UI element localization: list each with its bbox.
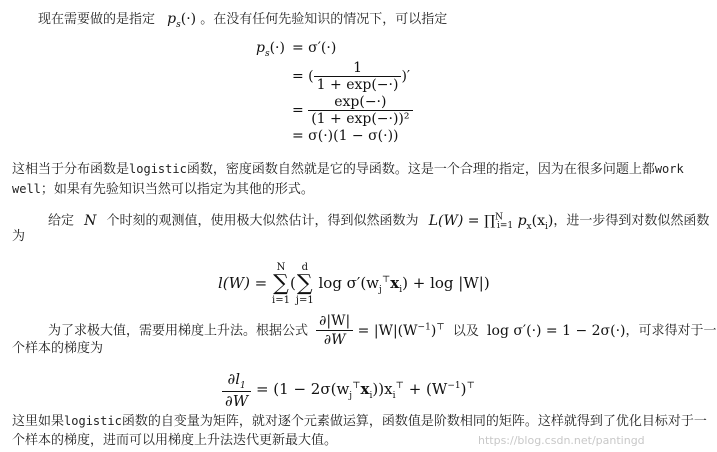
eq1-lhs: $p_s(\cdot)$ — [256, 40, 285, 59]
eq1-line4: = σ(·)(1 − σ(·)) — [292, 128, 399, 144]
para5-line1: 这里如果logistic函数的自变量为矩阵，就对逐个元素做运算，函数值是阶数相同的矩阵。这样就得到了优化目标对于一 — [12, 414, 707, 429]
det-derivative: $\frac{\partial|W|}{\partial W}$ = $|W|(W^{-1})^⊤$ — [316, 323, 445, 339]
para2-line2: well；如果有先验知识当然可以指定为其他的形式。 — [12, 182, 314, 197]
eq3: $\frac{\partial l_1}{\partial W}$ = $(1 - 2\sigma(w_j^⊤x_i))x_i^⊤ + (W^{-1})^⊤$ — [222, 370, 475, 410]
sum1: N ∑ i=1 — [272, 262, 290, 306]
likelihood-formula: L(W) = ∏$^N_{i=1}$ $p_x(x_i)$ — [428, 212, 554, 232]
sum2: d ∑ j=1 — [295, 262, 314, 306]
para5-line2: 个样本的梯度，进而可以用梯度上升法迭代更新最大值。 — [12, 433, 338, 448]
para3-line2: 为 — [12, 229, 26, 244]
watermark: https://blog.csdn.net/pantingd — [478, 434, 645, 447]
para1-after: 。在没有任何先验知识的情况下，可以指定 — [200, 12, 448, 27]
eq1-line3: = $\frac{\exp(-\cdot)}{\text{(1 + exp(−·))²}}$ — [292, 94, 413, 127]
para3-line1: 给定 N 个时刻的观测值，使用极大似然估计，得到似然函数为 L(W) = ∏$^N_{i=1}$ $p_x(x_i)$，进一步得到对数似然函数 — [48, 212, 710, 232]
para4-line1: 为了求极大值，需要用梯度上升法。根据公式 $\frac{\partial|W|}{\partial W}$ = $|W|(W^{-1})^⊤$ 以及 log σ′(·) = 1 − 2σ(·)，可求得对于一 — [48, 313, 717, 348]
eq1-line2: = ( $\frac{1}{1 + \exp(-\cdot)}$ )′ — [292, 60, 411, 93]
eq2: l(W) = N ∑ i=1 ( d ∑ j=1 $\log \sigma'(w_j^⊤x_i) + \log |W|$) — [218, 262, 490, 306]
eq1-line1: = σ′(·) — [292, 40, 337, 56]
para1-line — [38, 10, 447, 34]
para2-line1: 这相当于分布函数是logistic函数，密度函数自然就是它的导函数。这是一个合理的指定，因为在很多问题上都work — [12, 162, 684, 177]
para4-line2: 个样本的梯度为 — [12, 341, 104, 356]
para1-before: 现在需要做的是指定 — [38, 12, 156, 27]
para1-math: $p_s(\cdot)$ — [167, 11, 197, 30]
